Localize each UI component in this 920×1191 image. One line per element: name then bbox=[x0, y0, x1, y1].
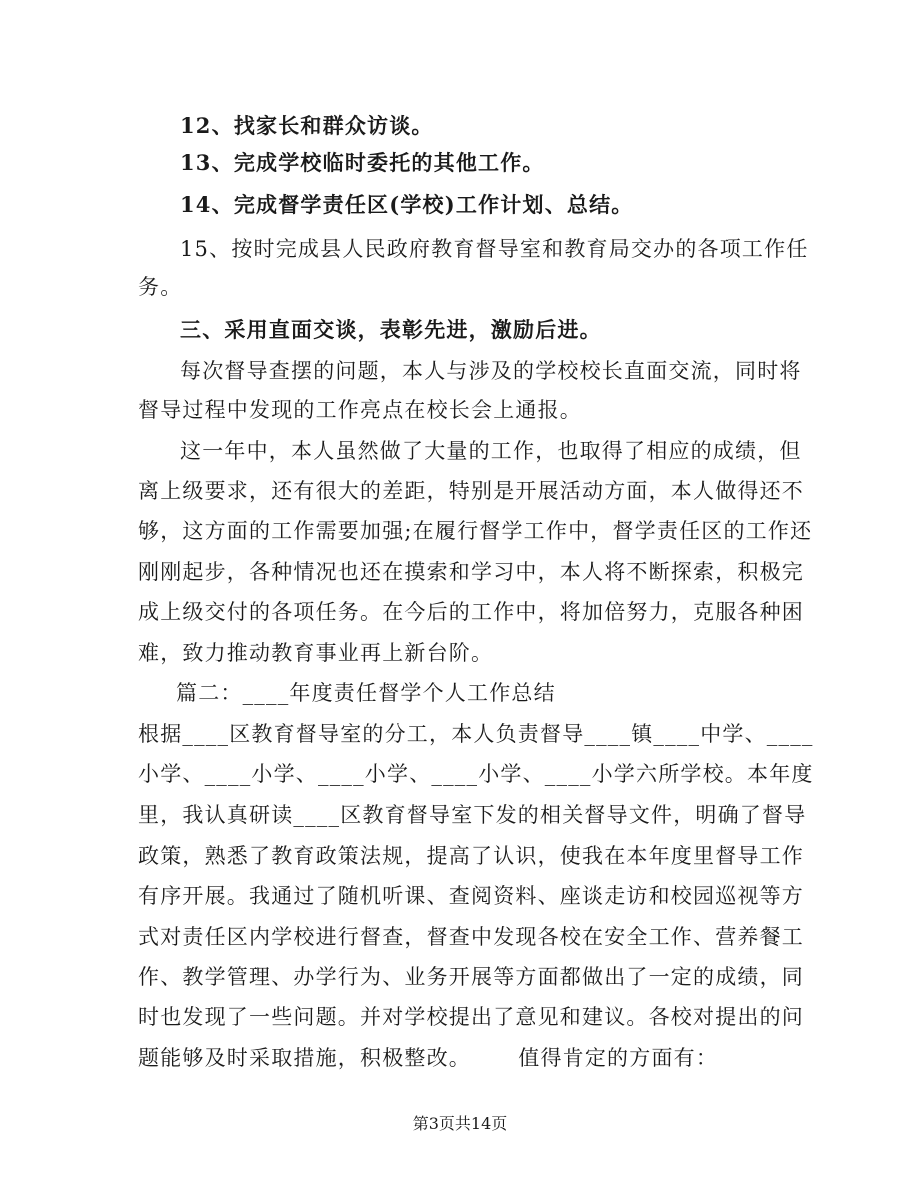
list-item-14: 14、完成督学责任区(学校)工作计划、总结。 bbox=[180, 192, 634, 217]
conclusion-line-6: 难，致力推动教育事业再上新台阶。 bbox=[138, 641, 494, 665]
part-2-line-1: 根据____区教育督导室的分工，本人负责督导____镇____中学、____ bbox=[138, 722, 814, 746]
part-2-title: 篇二：____年度责任督学个人工作总结 bbox=[176, 681, 556, 705]
part-2-line-6: 式对责任区内学校进行督查，督查中发现各校在安全工作、营养餐工 bbox=[138, 925, 804, 949]
conclusion-line-3: 够，这方面的工作需要加强;在履行督学工作中，督学责任区的工作还 bbox=[138, 519, 813, 543]
part-2-line-7: 作、教学管理、办学行为、业务开展等方面都做出了一定的成绩，同 bbox=[138, 965, 804, 989]
part-2-line-9: 题能够及时采取措施，积极整改。 值得肯定的方面有： bbox=[138, 1046, 719, 1070]
list-item-15-line-2: 务。 bbox=[138, 275, 183, 299]
section-3-paragraph-line-2: 督导过程中发现的工作亮点在校长会上通报。 bbox=[138, 398, 582, 422]
section-3-paragraph-line-1: 每次督导查摆的问题，本人与涉及的学校校长直面交流，同时将 bbox=[180, 359, 802, 383]
conclusion-line-4: 刚刚起步，各种情况也还在摸索和学习中，本人将不断探索，积极完 bbox=[138, 560, 804, 584]
conclusion-line-2: 离上级要求，还有很大的差距，特别是开展活动方面，本人做得还不 bbox=[138, 479, 804, 503]
list-item-15-line-1: 15、按时完成县人民政府教育督导室和教育局交办的各项工作任 bbox=[180, 237, 809, 261]
conclusion-line-5: 成上级交付的各项任务。在今后的工作中，将加倍努力，克服各种困 bbox=[138, 600, 804, 624]
section-heading-3: 三、采用直面交谈，表彰先进，激励后进。 bbox=[180, 317, 602, 342]
part-2-line-3: 里，我认真研读____区教育督导室下发的相关督导文件，明确了督导 bbox=[138, 803, 807, 827]
part-2-line-4: 政策，熟悉了教育政策法规，提高了认识，使我在本年度里督导工作 bbox=[138, 844, 804, 868]
page-indicator: 第3页共14页 bbox=[412, 1114, 508, 1133]
list-item-12: 12、找家长和群众访谈。 bbox=[180, 113, 434, 138]
part-2-line-8: 时也发现了一些问题。并对学校提出了意见和建议。各校对提出的问 bbox=[138, 1005, 804, 1029]
conclusion-line-1: 这一年中，本人虽然做了大量的工作，也取得了相应的成绩，但 bbox=[180, 439, 802, 463]
part-2-line-5: 有序开展。我通过了随机听课、查阅资料、座谈走访和校园巡视等方 bbox=[138, 884, 804, 908]
list-item-13: 13、完成学校临时委托的其他工作。 bbox=[180, 150, 545, 175]
part-2-line-2: 小学、____小学、____小学、____小学、____小学六所学校。本年度 bbox=[138, 762, 814, 786]
